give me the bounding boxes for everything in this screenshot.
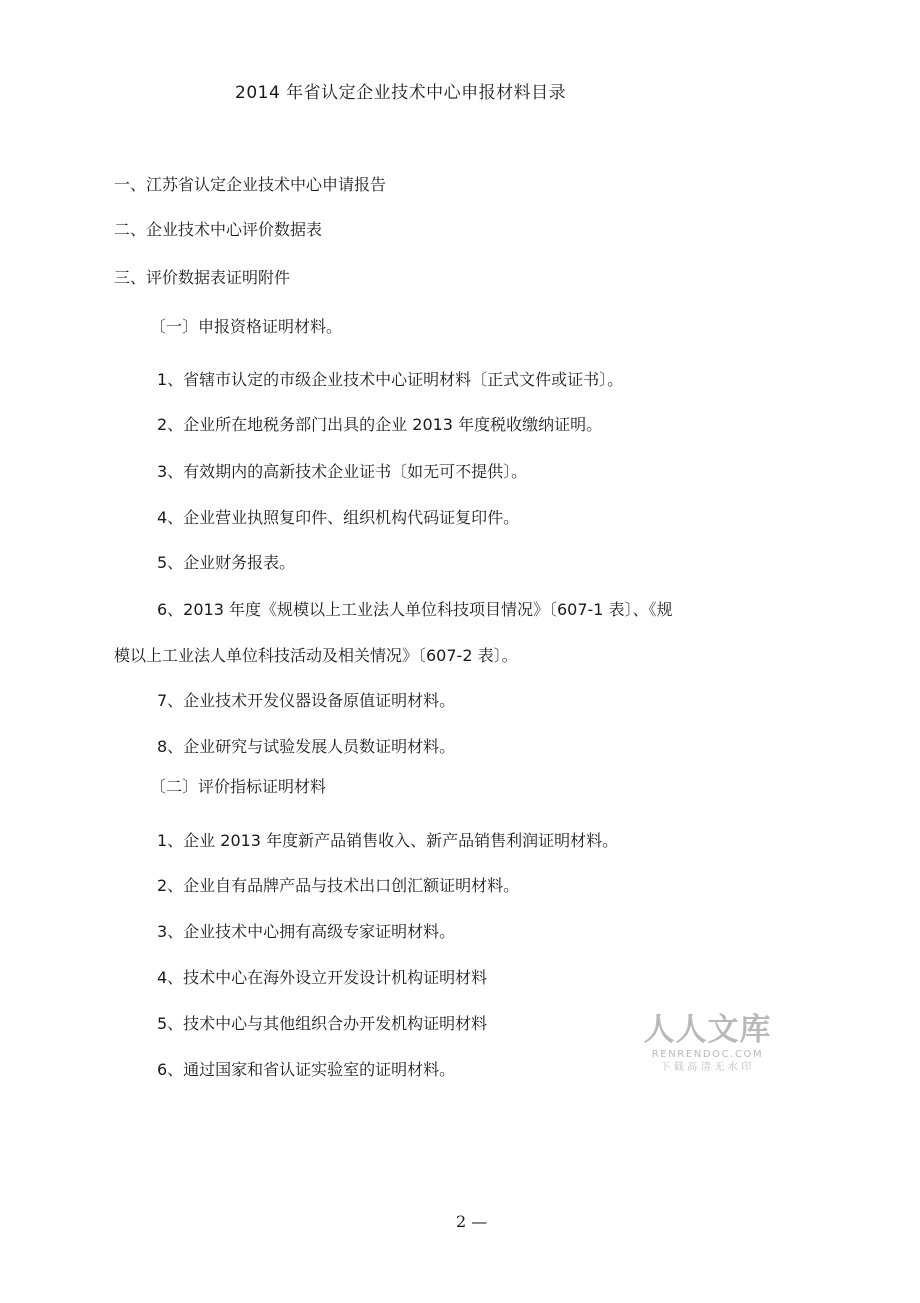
section-1: 一、江苏省认定企业技术中心申请报告: [114, 175, 387, 194]
page-number: 2 —: [456, 1212, 488, 1231]
list-item: 2、企业所在地税务部门出具的企业 2013 年度税收缴纳证明。: [157, 415, 603, 434]
subsection-1-heading: 〔一〕申报资格证明材料。: [150, 317, 343, 336]
section-3: 三、评价数据表证明附件: [114, 268, 291, 287]
list-item: 4、技术中心在海外设立开发设计机构证明材料: [157, 968, 488, 987]
list-item: 3、有效期内的高新技术企业证书〔如无可不提供〕。: [157, 462, 528, 481]
subsection-2-heading: 〔二〕评价指标证明材料: [150, 777, 327, 796]
list-item: 6、2013 年度《规模以上工业法人单位科技项目情况》〔607-1 表〕、《规: [157, 600, 673, 619]
list-item: 6、通过国家和省认证实验室的证明材料。: [157, 1060, 456, 1079]
list-item: 5、技术中心与其他组织合办开发机构证明材料: [157, 1014, 488, 1033]
watermark-subtext: 下载高清无水印: [660, 1062, 755, 1073]
list-item: 7、企业技术开发仪器设备原值证明材料。: [157, 691, 456, 710]
document-title: 2014 年省认定企业技术中心申报材料目录: [235, 83, 567, 103]
list-item: 1、省辖市认定的市级企业技术中心证明材料〔正式文件或证书〕。: [157, 370, 624, 389]
list-item: 1、企业 2013 年度新产品销售收入、新产品销售利润证明材料。: [157, 831, 619, 850]
section-2: 二、企业技术中心评价数据表: [114, 220, 323, 239]
list-item: 4、企业营业执照复印件、组织机构代码证复印件。: [157, 508, 520, 527]
watermark-url: RENRENDOC.COM: [651, 1049, 764, 1060]
list-item-continuation: 模以上工业法人单位科技活动及相关情况》〔607-2 表〕。: [114, 646, 518, 665]
list-item: 5、企业财务报表。: [157, 553, 296, 572]
list-item: 2、企业自有品牌产品与技术出口创汇额证明材料。: [157, 876, 520, 895]
list-item: 3、企业技术中心拥有高级专家证明材料。: [157, 922, 456, 941]
list-item: 8、企业研究与试验发展人员数证明材料。: [157, 737, 456, 756]
watermark-logo: [640, 1012, 775, 1074]
watermark-main-text: 人人文库: [643, 1012, 772, 1048]
